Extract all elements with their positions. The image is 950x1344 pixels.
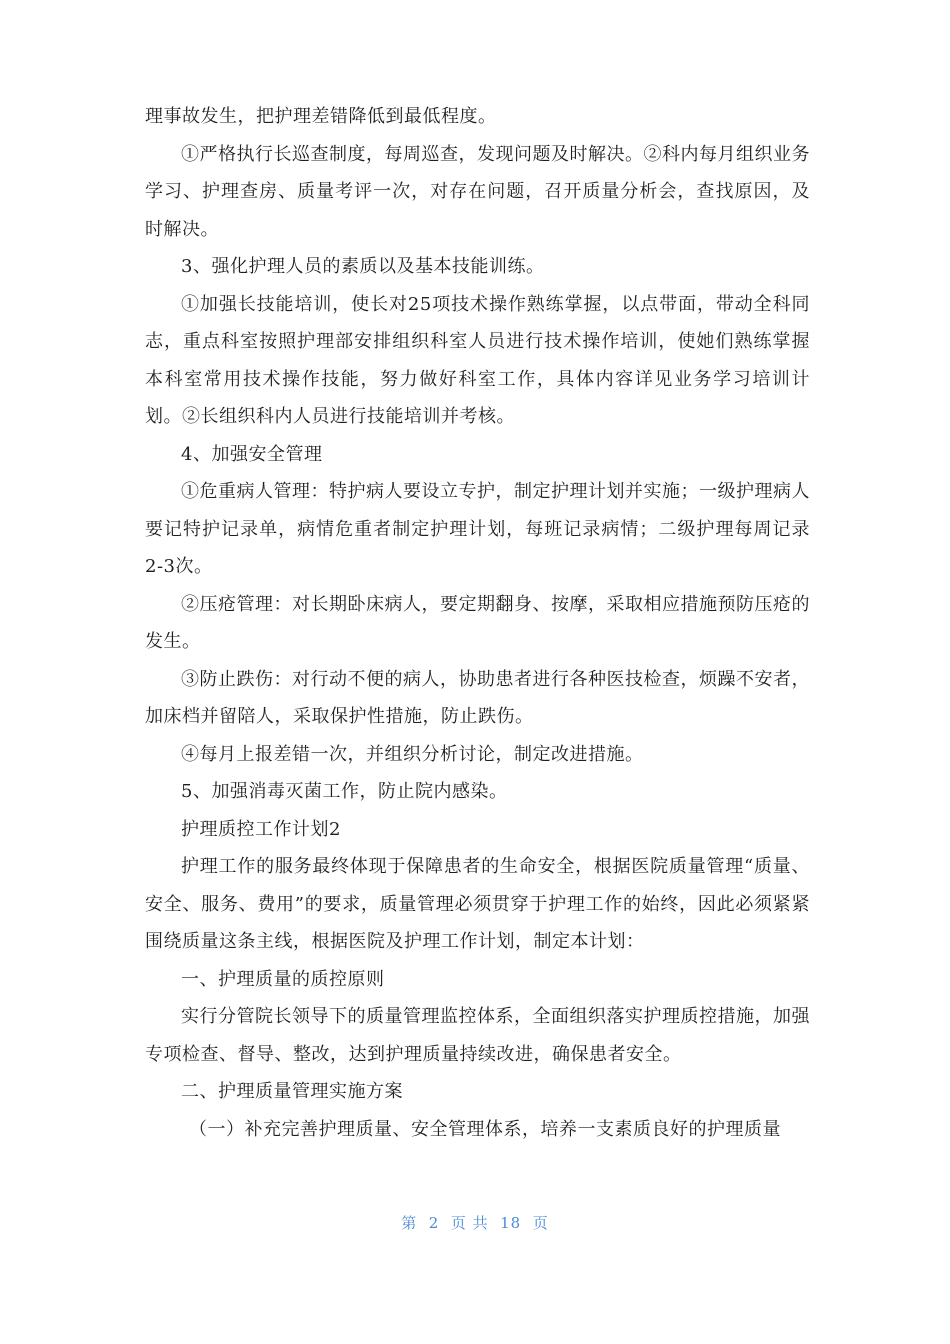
paragraph: 实行分管院长领导下的质量管理监控体系，全面组织落实护理质控措施，加强专项检查、督导、整改，达到护理质量持续改进，确保患者安全。 — [145, 1006, 810, 1065]
section-heading: 一、护理质量的质控原则 — [181, 968, 385, 990]
section-heading: 3、强化护理人员的素质以及基本技能训练。 — [181, 256, 545, 277]
paragraph: ①危重病人管理：特护病人要设立专护，制定护理计划并实施；一级护理病人要记特护记录单，病情危重者制定护理计划，每班记录病情；二级护理每周记录2-3次。 — [145, 481, 810, 577]
paragraph: ①严格执行长巡查制度，每周巡查，发现问题及时解决。②科内每月组织业务学习、护理查房、质量考评一次，对存在问题，召开质量分析会，查找原因，及时解决。 — [145, 143, 810, 240]
paragraph: 理事故发生，把护理差错降低到最低程度。 — [145, 106, 497, 127]
document-body — [145, 98, 810, 1148]
section-heading: 5、加强消毒灭菌工作，防止院内感染。 — [181, 781, 508, 802]
paragraph: ②压疮管理：对长期卧床病人，要定期翻身、按摩，采取相应措施预防压疮的发生。 — [145, 593, 810, 652]
paragraph: 护理工作的服务最终体现于保障患者的生命安全，根据医院质量管理“质量、安全、服务、费用”的要求，质量管理必须贯穿于护理工作的始终，因此必须紧紧围绕质量这条主线，根据医院及护理工作计划，制定本计划： — [145, 856, 810, 952]
paragraph: ③防止跌伤：对行动不便的病人，协助患者进行各种医技检查，烦躁不安者，加床档并留陪人，采取保护性措施，防止跌伤。 — [145, 668, 810, 727]
document-subtitle: 护理质控工作计划2 — [181, 818, 341, 840]
paragraph: ①加强长技能培训，使长对25项技术操作熟练掌握，以点带面，带动全科同志，重点科室按照护理部安排组织科室人员进行技术操作培训，使她们熟练掌握本科室常用技术操作技能，努力做好科室工作，具体内容详见业务学习培训计划。②长组织科内人员进行技能培训并考核。 — [145, 293, 810, 427]
page-number-footer: 第 2 页 共 18 页 — [401, 1214, 549, 1232]
section-heading: 4、加强安全管理 — [181, 443, 323, 465]
paragraph: ④每月上报差错一次，并组织分析讨论，制定改进措施。 — [181, 743, 644, 765]
paragraph: （一）补充完善护理质量、安全管理体系，培养一支素质良好的护理质量 — [189, 1118, 781, 1140]
section-heading: 二、护理质量管理实施方案 — [181, 1081, 403, 1102]
